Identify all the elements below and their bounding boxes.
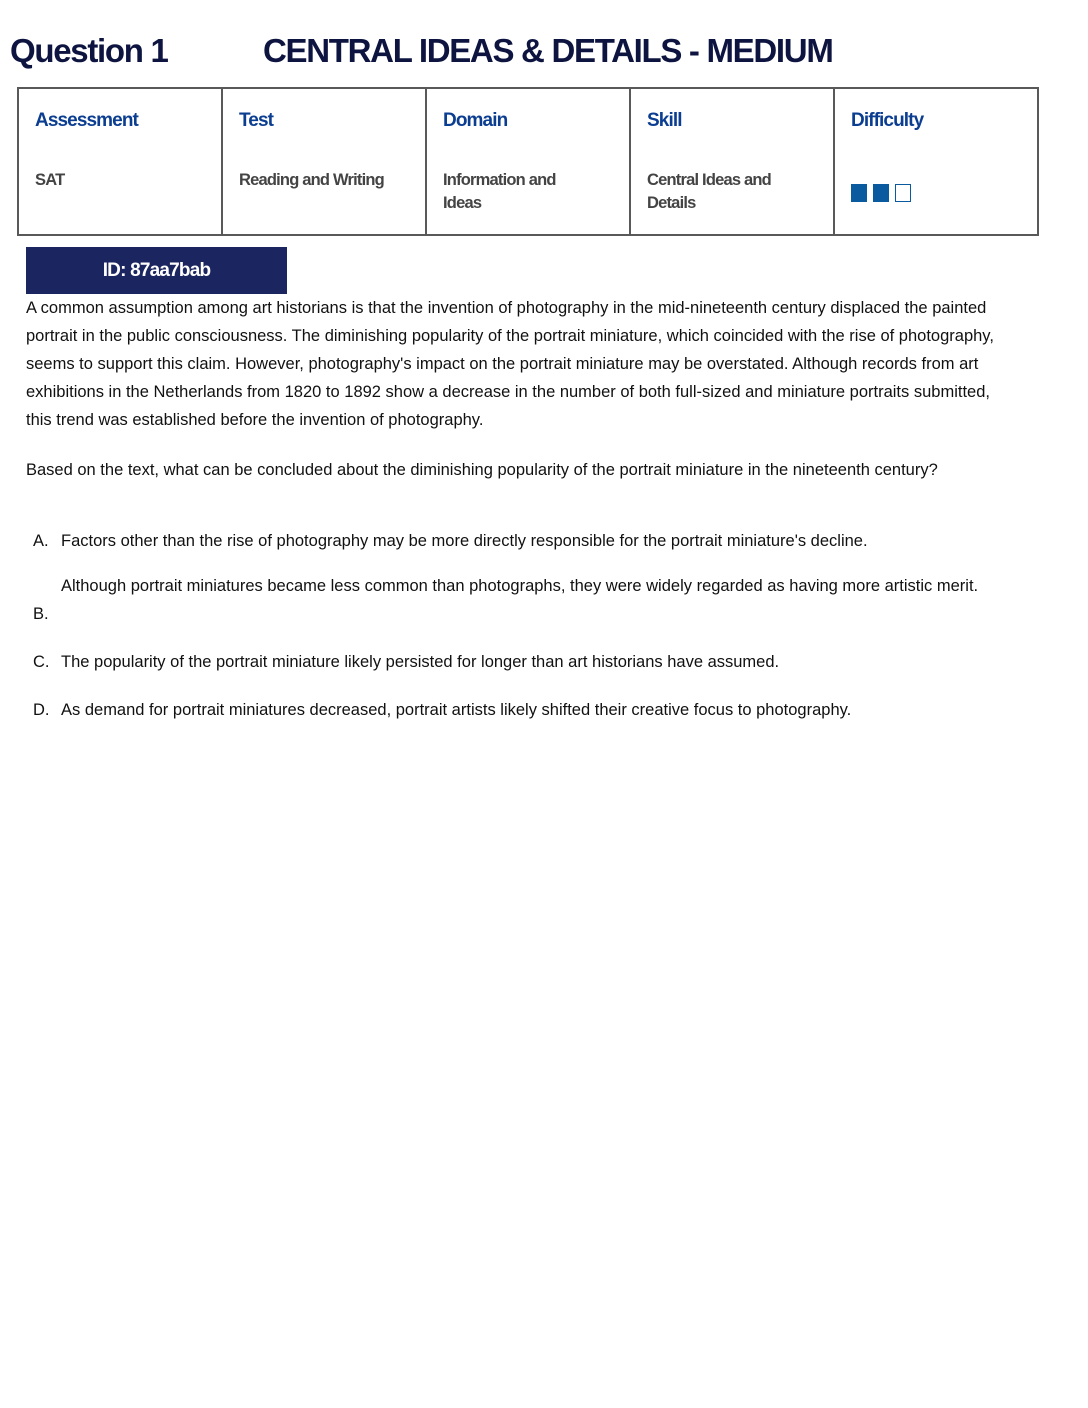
meta-label-difficulty: Difficulty (851, 110, 924, 131)
choice-a-letter: A. (33, 532, 49, 550)
meta-cell-skill (631, 89, 835, 234)
difficulty-bar-filled-icon (873, 184, 889, 202)
meta-cell-test (223, 89, 427, 234)
choice-b[interactable] (26, 572, 1001, 628)
question-number: Question 1 (10, 32, 168, 69)
question-id-badge: ID: 87aa7bab (26, 247, 287, 294)
choice-b-text: Although portrait miniatures became less common than photographs, they were widely regarded as having more artistic merit. (61, 577, 979, 595)
difficulty-indicator (851, 184, 911, 202)
choice-a[interactable] (26, 527, 868, 555)
meta-value-skill: Central Ideas and Details (647, 171, 771, 212)
meta-label-assessment: Assessment (35, 110, 138, 131)
choice-c-letter: C. (33, 653, 50, 671)
passage-text: A common assumption among art historians is that the invention of photography in the mid-nineteenth century displaced the painted portrait in the public consciousness. The diminishing popularity of the portrait miniature, which coincided with the rise of photography, seems to support this claim. However, photography's impact on the portrait miniature may be overstated. Although records from art exhibitions in the Netherlands from 1820 to 1892 show a decrease in the number of both full-sized and miniature portraits submitted, this trend was established before the invention of photography. (26, 299, 994, 429)
page-header (10, 32, 1070, 76)
metadata-table (17, 87, 1039, 236)
choice-d[interactable] (26, 696, 851, 724)
choice-d-letter: D. (33, 701, 50, 719)
meta-cell-domain (427, 89, 631, 234)
choice-b-letter: B. (33, 605, 49, 623)
meta-label-skill: Skill (647, 110, 682, 131)
difficulty-bar-empty-icon (895, 184, 911, 202)
question-category-title: CENTRAL IDEAS & DETAILS - MEDIUM (263, 32, 833, 69)
choice-d-text: As demand for portrait miniatures decreased, portrait artists likely shifted their creative focus to photography. (61, 701, 852, 719)
meta-label-test: Test (239, 110, 274, 131)
difficulty-bar-filled-icon (851, 184, 867, 202)
meta-label-domain: Domain (443, 110, 508, 131)
meta-value-domain: Information and Ideas (443, 171, 556, 212)
choice-a-text: Factors other than the rise of photography may be more directly responsible for the portrait miniature's decline. (61, 532, 868, 550)
meta-cell-assessment (19, 89, 223, 234)
choice-c-text: The popularity of the portrait miniature likely persisted for longer than art historians have assumed. (61, 653, 780, 671)
meta-cell-difficulty (835, 89, 1037, 234)
question-stem: Based on the text, what can be concluded about the diminishing popularity of the portrait miniature in the nineteenth century? (26, 461, 938, 479)
choice-c[interactable] (26, 648, 779, 676)
meta-value-test: Reading and Writing (239, 171, 384, 189)
meta-value-assessment: SAT (35, 171, 65, 189)
